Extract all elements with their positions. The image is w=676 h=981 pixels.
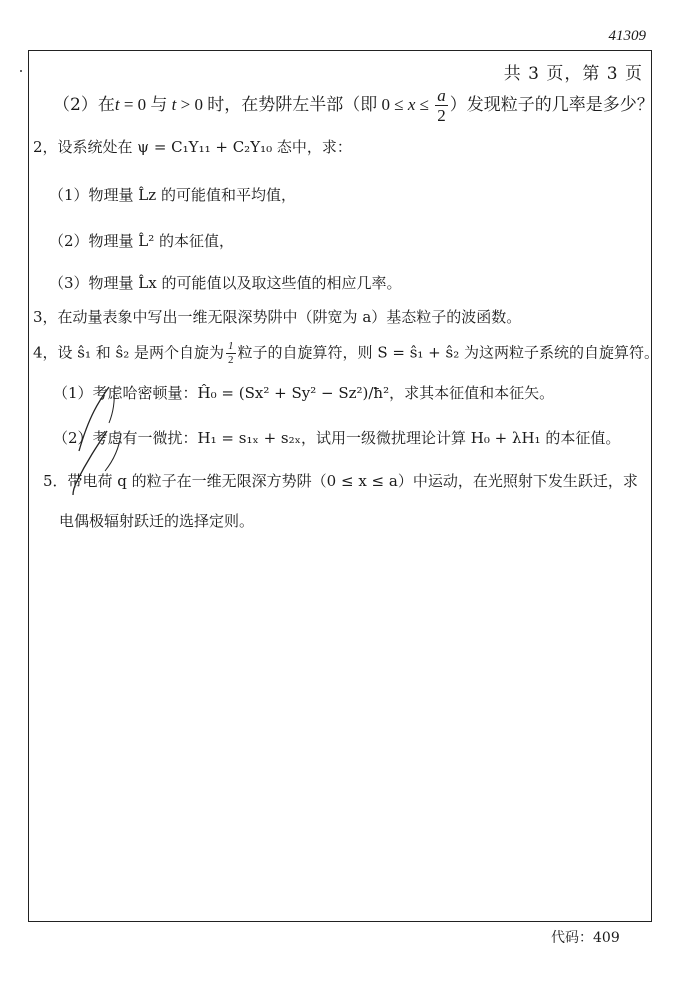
pen-stroke-2	[73, 431, 107, 495]
question-2-part-1: （1）物理量 L̂z 的可能值和平均值，	[49, 186, 296, 204]
pen-stroke-4	[105, 434, 121, 471]
scan-dot	[20, 70, 22, 72]
footer-code-label: 代码：	[551, 930, 593, 946]
q4-frac-den: 2	[228, 354, 234, 366]
question-4-part-2: （2）考虑有一微扰：H₁ = s₁ₓ + s₂ₓ，试用一级微扰理论计算 H₀ + λH₁ 的本征值。	[53, 429, 621, 447]
footer-code-value: 409	[593, 930, 620, 946]
page-indicator: 共 3 页，第 3 页	[503, 64, 643, 84]
q4-frac-num: 1	[228, 340, 234, 352]
footer-exam-code	[551, 927, 620, 947]
question-2-part-2: （2）物理量 L̂² 的本征值，	[49, 232, 235, 250]
question-5-line-2: 电偶极辐射跃迁的选择定则。	[59, 512, 255, 530]
question-2-intro: 2，设系统处在 ψ = C₁Y₁₁ + C₂Y₁₀ 态中，求：	[33, 138, 352, 156]
q1-2-frac-den: 2	[437, 106, 446, 125]
q1-2-le: ≤	[415, 95, 434, 114]
q1-2-suffix: ）发现粒子的几率是多少？	[449, 95, 654, 115]
q1-2-fraction	[435, 87, 448, 124]
q1-2-gt: > 0 时，在势阱左半部（即 0 ≤	[176, 95, 408, 114]
q1-2-frac-num: a	[437, 86, 446, 105]
q1-2-prefix: （2）在	[53, 95, 115, 115]
question-3: 3，在动量表象中写出一维无限深势阱中（阱宽为 a）基态粒子的波函数。	[33, 308, 522, 326]
corner-code: 41309	[608, 28, 646, 44]
q1-2-var-x: x	[407, 95, 416, 114]
question-5-line-1: 5．带电荷 q 的粒子在一维无限深方势阱（0 ≤ x ≤ a）中运动，在光照射下发生跃迁，求	[43, 472, 638, 490]
pen-stroke-1	[79, 387, 109, 451]
q1-2-var-t2: t	[171, 95, 177, 114]
question-4-part-1: （1）考虑哈密顿量：Ĥ₀ = (Sx² + Sy² − Sz²)/ħ²，求其本征值和本征矢。	[53, 384, 555, 402]
pen-annotation-marks	[29, 51, 229, 531]
q1-2-var-t: t	[114, 95, 120, 114]
pen-stroke-3	[109, 389, 114, 423]
question-2-part-3: （3）物理量 L̂x 的可能值以及取这些值的相应几率。	[49, 274, 402, 292]
exam-page-frame	[28, 50, 659, 922]
q4-post: 粒子的自旋算符，则 S = ŝ₁ + ŝ₂ 为这两粒子系统的自旋算符。	[237, 343, 659, 362]
q1-2-eq: = 0 与	[119, 95, 172, 114]
q4-pre: 4，设 ŝ₁ 和 ŝ₂ 是两个自旋为	[33, 343, 225, 362]
